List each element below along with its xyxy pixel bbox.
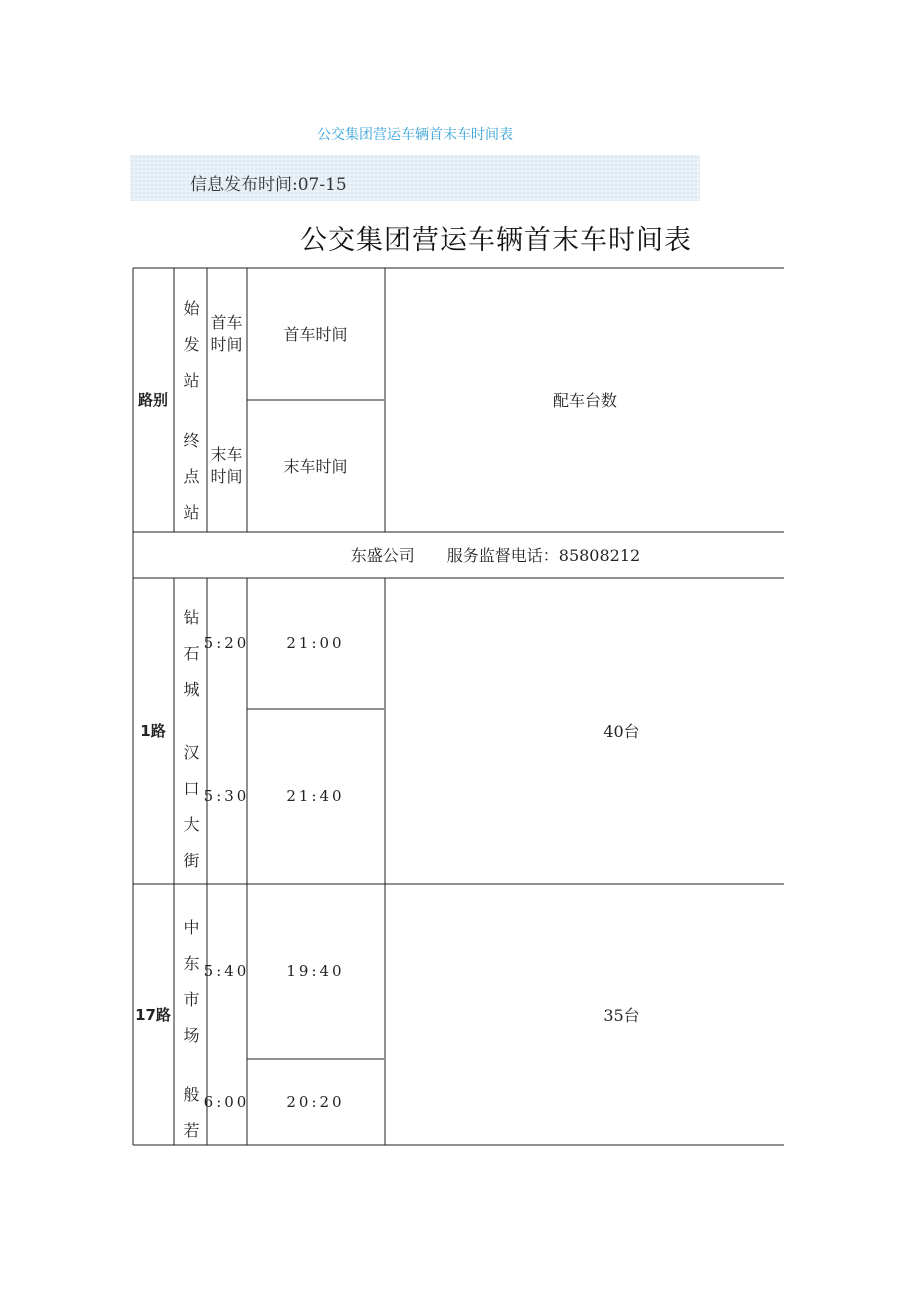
table-title: 公交集团营运车辆首末车时间表 bbox=[300, 225, 692, 256]
first-bus-time: 5:20 bbox=[203, 634, 250, 652]
company-row: 东盛公司 服务监督电话：85808212 bbox=[350, 546, 641, 565]
last-bus-time: 21:00 bbox=[286, 634, 345, 652]
last-bus-time: 19:40 bbox=[286, 962, 345, 980]
header-first-bus-time: 首车时间 bbox=[283, 325, 348, 344]
station-name: 般若 bbox=[181, 1086, 200, 1158]
vehicle-count: 40台 bbox=[603, 722, 640, 741]
vehicle-count: 35台 bbox=[603, 1006, 640, 1025]
header-vehicles: 配车台数 bbox=[552, 391, 617, 410]
first-bus-time: 5:40 bbox=[203, 962, 250, 980]
header-route: 路别 bbox=[137, 391, 168, 409]
last-bus-time: 21:40 bbox=[286, 787, 345, 805]
header-terminal: 终点站 bbox=[181, 431, 200, 540]
page-small-title: 公交集团营运车辆首末车时间表 bbox=[317, 127, 513, 143]
header-first-bus: 首车时间 bbox=[210, 312, 243, 354]
route-name: 17路 bbox=[135, 1006, 171, 1024]
last-bus-time: 20:20 bbox=[286, 1093, 345, 1111]
route-name: 1路 bbox=[140, 722, 166, 740]
header-origin: 始发站 bbox=[181, 299, 200, 408]
header-last-bus-time: 末车时间 bbox=[283, 457, 348, 476]
station-name: 汉口大街 bbox=[181, 744, 200, 888]
header-last-bus: 末车时间 bbox=[210, 444, 243, 486]
station-name: 钻石城 bbox=[181, 609, 200, 717]
station-name: 中东市场 bbox=[181, 919, 200, 1063]
info-banner bbox=[130, 155, 700, 201]
info-publish-time: 信息发布时间:07-15 bbox=[190, 175, 347, 195]
first-bus-time: 6:00 bbox=[203, 1093, 250, 1111]
first-bus-time: 5:30 bbox=[203, 787, 250, 805]
